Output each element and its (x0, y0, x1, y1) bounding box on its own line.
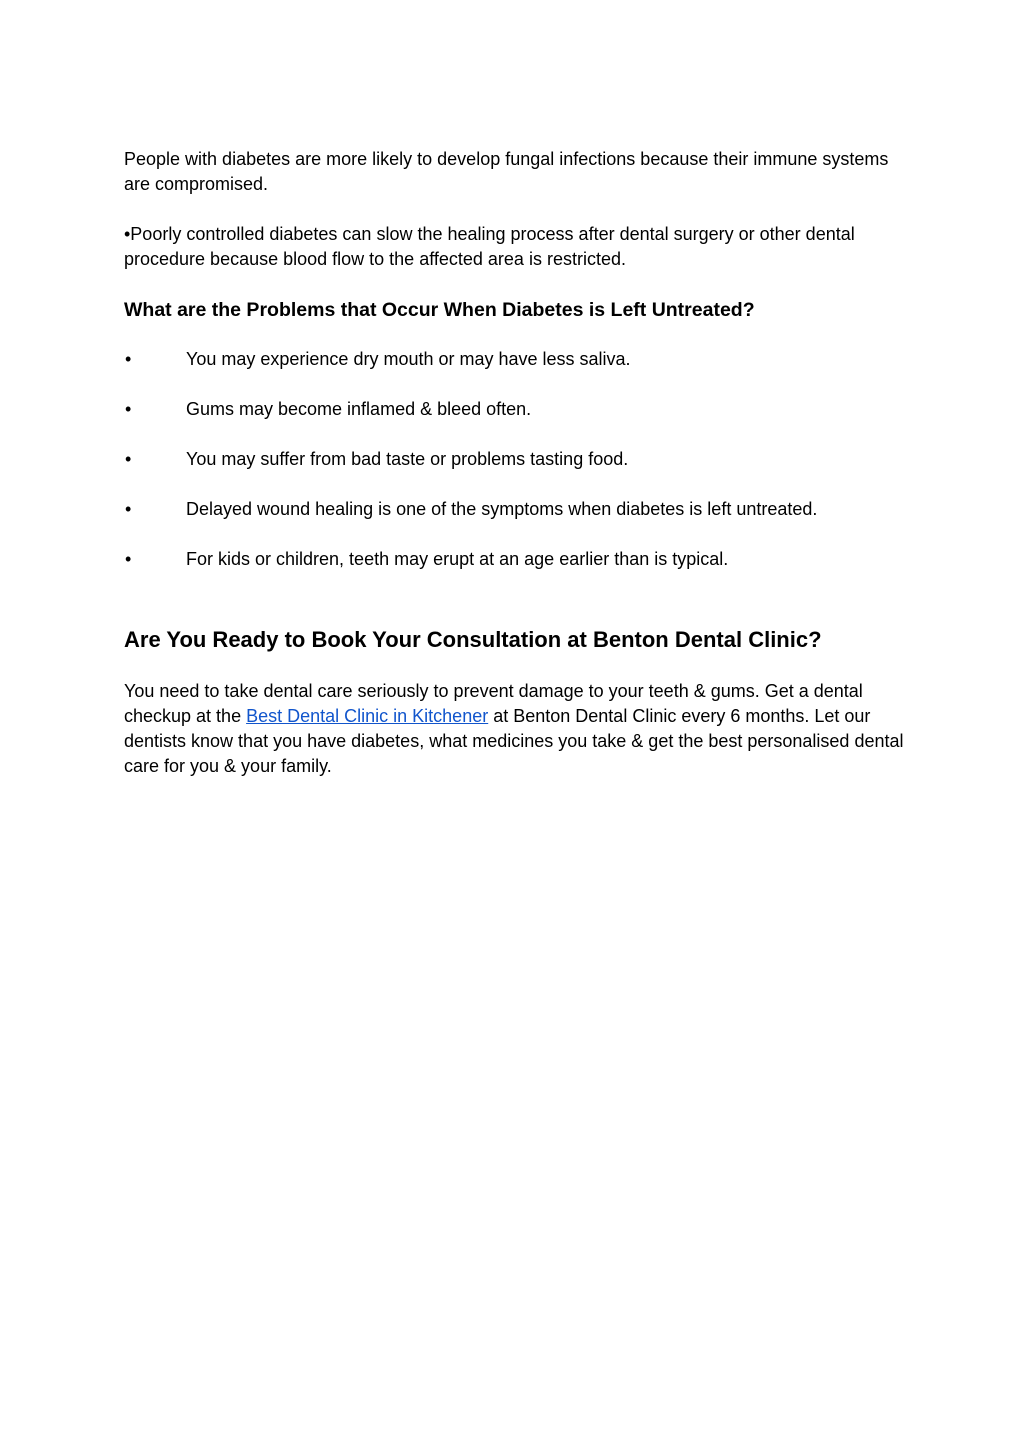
list-item (124, 347, 914, 372)
paragraph-closing (124, 679, 914, 779)
list-item-text: You may experience dry mouth or may have less saliva. (186, 349, 631, 369)
problems-list (124, 347, 914, 572)
document-body (124, 147, 914, 779)
paragraph-fungal-infections: People with diabetes are more likely to develop fungal infections because their immune systems are compromised. (124, 149, 889, 194)
list-item (124, 547, 914, 572)
list-item (124, 497, 914, 522)
best-dental-clinic-link[interactable]: Best Dental Clinic in Kitchener (246, 706, 489, 726)
bullet-mark: • (125, 449, 132, 469)
bullet-mark: • (125, 399, 132, 419)
heading-book-consultation: Are You Ready to Book Your Consultation at Benton Dental Clinic? (124, 627, 822, 652)
list-item-text: You may suffer from bad taste or problems tasting food. (186, 449, 629, 469)
closing-text-before-link: You need to take dental care seriously to prevent damage to your teeth & gums. Get a dental checkup at the (124, 681, 863, 726)
closing-text-after-link: at Benton Dental Clinic every 6 months. Let our dentists know that you have diabetes, what medicines you take & get the best personalised dental care for you & your family. (124, 706, 904, 776)
bullet-mark: • (125, 499, 132, 519)
list-item-text: Gums may become inflamed & bleed often. (186, 399, 532, 419)
list-item (124, 397, 914, 422)
list-item-text: Delayed wound healing is one of the symptoms when diabetes is left untreated. (186, 499, 818, 519)
bullet-mark: • (125, 549, 132, 569)
list-item (124, 447, 914, 472)
bullet-mark: • (125, 349, 132, 369)
list-item-text: For kids or children, teeth may erupt at an age earlier than is typical. (186, 549, 729, 569)
heading-untreated-problems: What are the Problems that Occur When Diabetes is Left Untreated? (124, 299, 755, 321)
paragraph-slow-healing: •Poorly controlled diabetes can slow the healing process after dental surgery or other dental procedure because blood flow to the affected area is restricted. (124, 224, 855, 269)
